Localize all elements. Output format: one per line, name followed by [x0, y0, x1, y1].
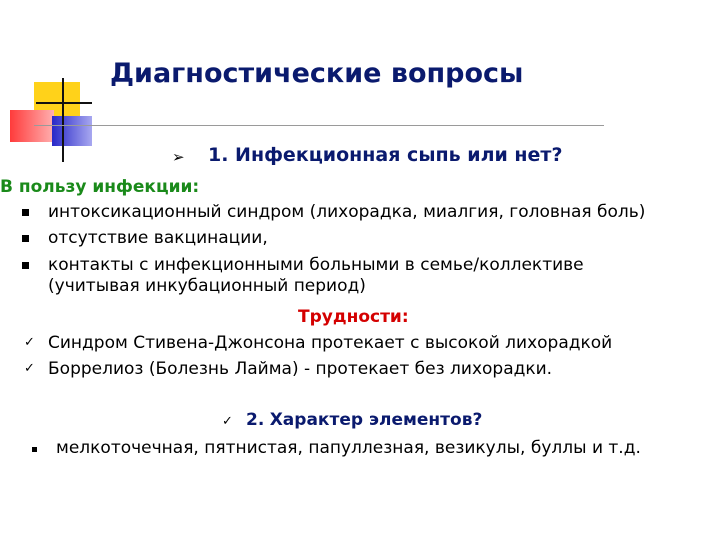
favor-item: контакты с инфекционными больными в семье/коллективе [48, 255, 584, 275]
square-bullet-icon [32, 447, 37, 452]
checkmark-icon: ✓ [24, 335, 35, 350]
favor-item: интоксикационный синдром (лихорадка, миалгия, головная боль) [48, 202, 646, 222]
slide-title: Диагностические вопросы [110, 58, 524, 89]
question-1: 1. Инфекционная сыпь или нет? [208, 144, 563, 166]
checkmark-icon: ✓ [24, 361, 35, 376]
square-bullet-icon [22, 209, 29, 216]
difficulties-heading: Трудности: [298, 307, 409, 327]
elements-description: мелкоточечная, пятнистая, папуллезная, везикулы, буллы и т.д. [56, 438, 641, 458]
favor-heading: В пользу инфекции: [0, 177, 200, 197]
arrow-bullet-icon: ➢ [172, 148, 185, 166]
square-bullet-icon [22, 235, 29, 242]
decor-red-square [10, 110, 54, 142]
decor-horizontal-line [36, 102, 92, 104]
favor-item-continuation: (учитывая инкубационный период) [48, 276, 366, 296]
difficulty-item: Боррелиоз (Болезнь Лайма) - протекает без лихорадки. [48, 359, 553, 379]
favor-item: отсутствие вакцинации, [48, 228, 268, 248]
checkmark-icon: ✓ [222, 414, 233, 429]
decor-blue-square [52, 116, 92, 146]
question-2-number: 2. [246, 410, 265, 430]
square-bullet-icon [22, 262, 29, 269]
decor-vertical-line [62, 78, 64, 162]
question-2 [246, 409, 482, 431]
question-2-text: Характер элементов? [269, 410, 483, 430]
title-divider [34, 125, 604, 126]
difficulty-item: Синдром Стивена-Джонсона протекает с высокой лихорадкой [48, 333, 613, 353]
